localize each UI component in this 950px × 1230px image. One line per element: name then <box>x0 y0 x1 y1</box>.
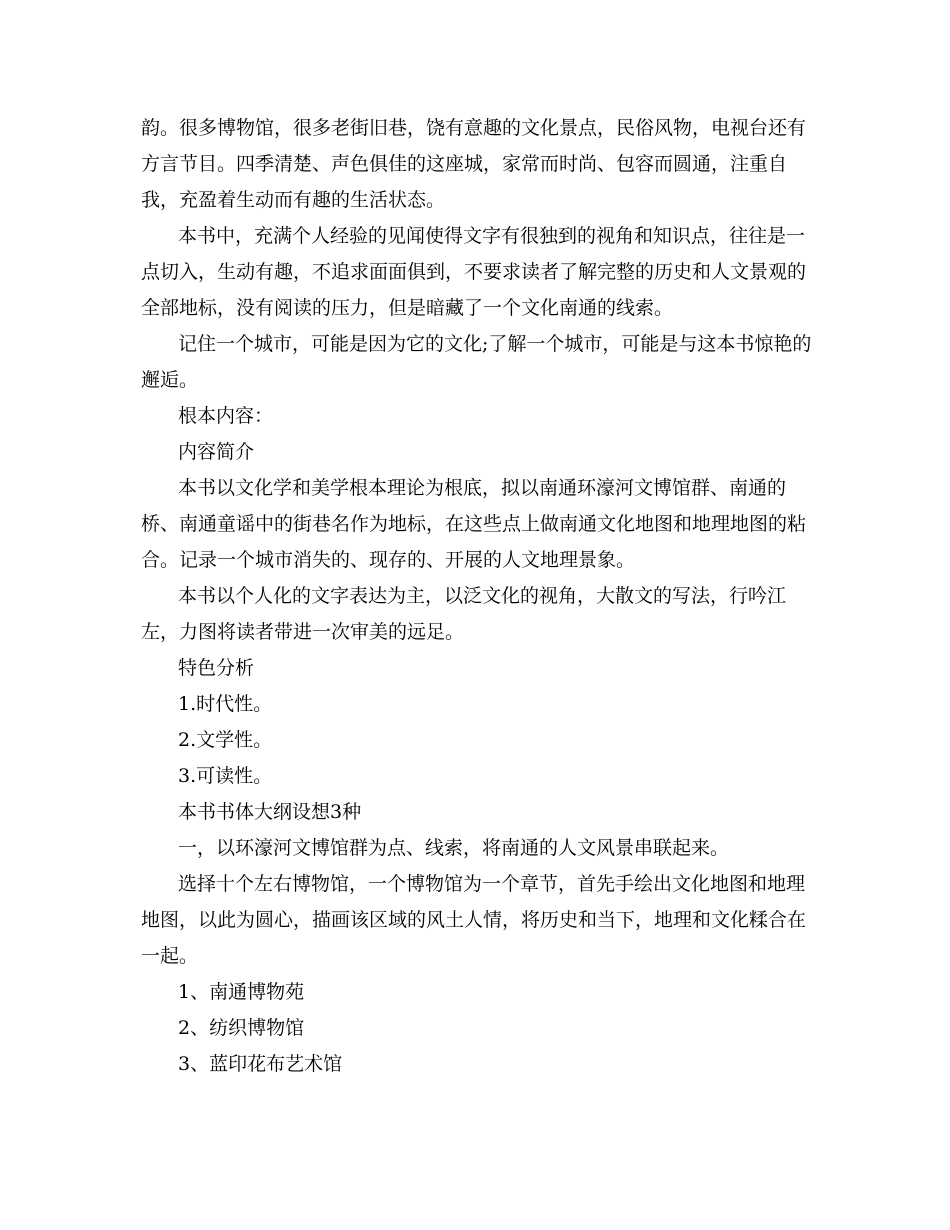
list-item: 3、蓝印花布艺术馆 <box>178 1053 343 1075</box>
text-line: 方言节目。四季清楚、声色俱佳的这座城，家常而时尚、包容而圆通，注重自 <box>141 153 788 175</box>
text-line: 我，充盈着生动而有趣的生活状态。 <box>141 189 446 211</box>
list-item: 2、纺织博物馆 <box>178 1017 305 1039</box>
text-line: 本书中，充满个人经验的见闻使得文字有很独到的视角和知识点，往往是一 <box>178 225 806 247</box>
section-heading: 本书书体大纲设想3种 <box>178 801 362 823</box>
text-line: 一起。 <box>141 945 199 967</box>
text-line: 桥、南通童谣中的街巷名作为地标，在这些点上做南通文化地图和地理地图的粘 <box>141 513 807 535</box>
text-line: 全部地标，没有阅读的压力，但是暗藏了一个文化南通的线索。 <box>141 297 674 319</box>
text-line: 一，以环濠河文博馆群为点、线索，将南通的人文风景串联起来。 <box>178 837 730 859</box>
document-body <box>141 110 812 1082</box>
list-item: 1.时代性。 <box>178 693 273 715</box>
text-line: 左，力图将读者带进一次审美的远足。 <box>141 621 465 643</box>
list-item: 3.可读性。 <box>178 765 273 787</box>
text-line: 记住一个城市，可能是因为它的文化;了解一个城市，可能是与这本书惊艳的 <box>178 333 812 355</box>
section-heading: 内容简介 <box>178 441 255 463</box>
text-line: 本书以文化学和美学根本理论为根底，拟以南通环濠河文博馆群、南通的 <box>178 477 787 499</box>
text-line: 本书以个人化的文字表达为主，以泛文化的视角，大散文的写法，行吟江 <box>178 585 787 607</box>
text-line: 地图，以此为圆心，描画该区域的风土人情，将历史和当下，地理和文化糅合在 <box>141 909 807 931</box>
text-line: 点切入，生动有趣，不追求面面俱到，不要求读者了解完整的历史和人文景观的 <box>141 261 807 283</box>
section-heading: 根本内容： <box>178 405 274 427</box>
list-item: 1、南通博物苑 <box>178 981 305 1003</box>
text-line: 合。记录一个城市消失的、现存的、开展的人文地理景象。 <box>141 549 636 571</box>
section-heading: 特色分析 <box>178 657 255 679</box>
text-line: 韵。很多博物馆，很多老街旧巷，饶有意趣的文化景点，民俗风物，电视台还有 <box>141 117 807 139</box>
list-item: 2.文学性。 <box>178 729 273 751</box>
text-line: 邂逅。 <box>141 369 199 391</box>
text-line: 选择十个左右博物馆，一个博物馆为一个章节，首先手绘出文化地图和地理 <box>178 873 806 895</box>
